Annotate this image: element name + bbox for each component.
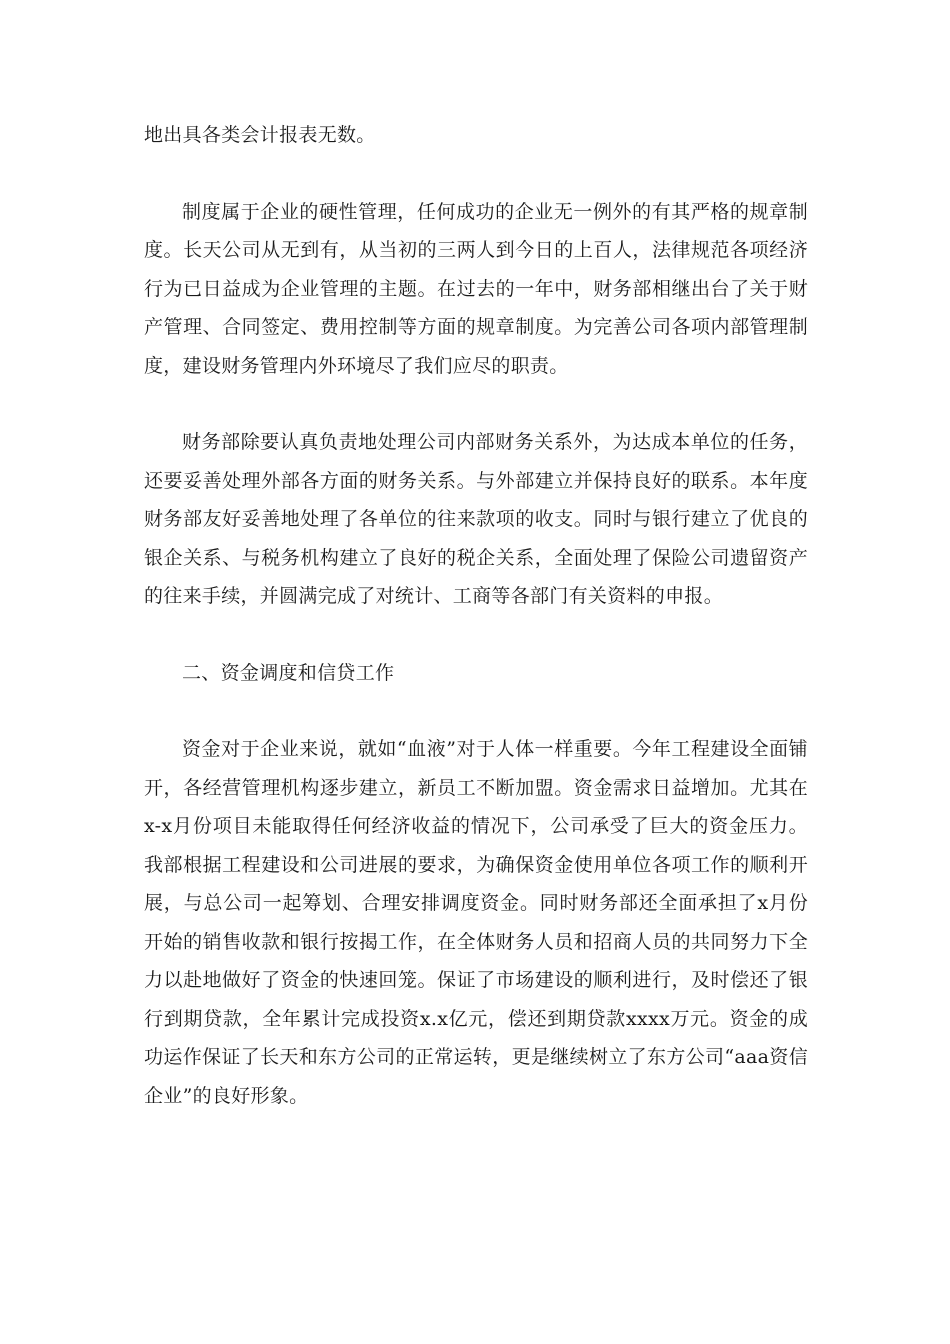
section-heading: 二、资金调度和信贷工作: [182, 661, 395, 684]
document-body: [144, 116, 808, 1153]
paragraph-rules-system: 制度属于企业的硬性管理，任何成功的企业无一例外的有其严格的规章制度。长天公司从无到有，从当初的三两人到今日的上百人，法律规范各项经济行为已日益成为企业管理的主题。在过去的一年中，财务部相继出台了关于财产管理、合同签定、费用控制等方面的规章制度。为完善公司各项内部管理制度，建设财务管理内外环境尽了我们应尽的职责。: [144, 200, 808, 377]
paragraph-funding: 资金对于企业来说，就如“血液”对于人体一样重要。今年工程建设全面铺开，各经营管理机构逐步建立，新员工不断加盟。资金需求日益增加。尤其在x-x月份项目未能取得任何经济收益的情况下，公司承受了巨大的资金压力。我部根据工程建设和公司进展的要求，为确保资金使用单位各项工作的顺利开展，与总公司一起筹划、合理安排调度资金。同时财务部还全面承担了x月份开始的销售收款和银行按揭工作，在全体财务人员和招商人员的共同努力下全力以赴地做好了资金的快速回笼。保证了市场建设的顺利进行，及时偿还了银行到期贷款，全年累计完成投资x.x亿元，偿还到期贷款xxxx万元。资金的成功运作保证了长天和东方公司的正常运转，更是继续树立了东方公司“aaa资信企业”的良好形象。: [144, 738, 808, 1107]
paragraph-continuation: 地出具各类会计报表无数。: [144, 124, 376, 146]
paragraph-external-relations: 财务部除要认真负责地处理公司内部财务关系外，为达成本单位的任务，还要妥善处理外部各方面的财务关系。与外部建立并保持良好的联系。本年度财务部友好妥善地处理了各单位的往来款项的收支。同时与银行建立了优良的银企关系、与税务机构建立了良好的税企关系，全面处理了保险公司遗留资产的往来手续，并圆满完成了对统计、工商等各部门有关资料的申报。: [144, 431, 808, 607]
